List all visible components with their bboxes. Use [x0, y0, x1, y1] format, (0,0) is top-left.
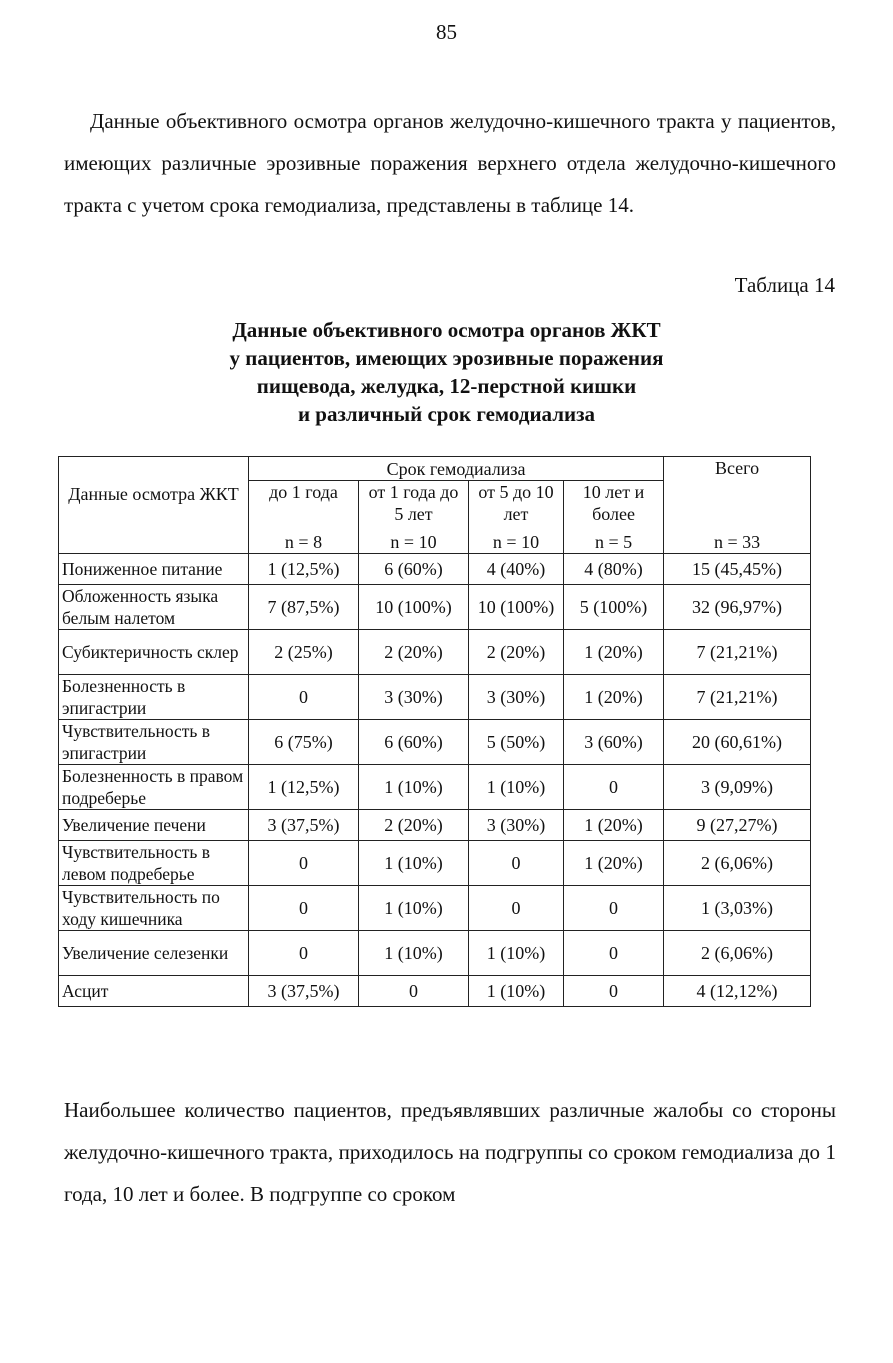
table-cell: 5 (100%): [564, 585, 664, 630]
column-header: [564, 481, 664, 554]
row-label: Чувствительность в левом подреберье: [59, 841, 249, 886]
column-n: n = 10: [492, 532, 540, 552]
table-cell: 3 (30%): [469, 675, 564, 720]
table-cell: 2 (20%): [359, 810, 469, 841]
row-label: Чувствительность в эпигастрии: [59, 720, 249, 765]
column-n: n = 5: [594, 532, 633, 552]
row-label: Обложенность языка белым налетом: [59, 585, 249, 630]
column-label: до 1 года: [269, 482, 338, 502]
row-label: Увеличение печени: [59, 810, 249, 841]
table-cell: 0: [249, 931, 359, 976]
table-row: [59, 585, 811, 630]
table-cell: 2 (20%): [469, 630, 564, 675]
group-header: Срок гемодиализа: [249, 457, 664, 481]
table-cell: 1 (12,5%): [249, 554, 359, 585]
table-cell: 4 (12,12%): [664, 976, 811, 1007]
table-cell: 9 (27,27%): [664, 810, 811, 841]
table-cell: 1 (10%): [469, 765, 564, 810]
table-cell: 0: [469, 886, 564, 931]
table-cell: 1 (10%): [359, 886, 469, 931]
table-row: [59, 765, 811, 810]
table-cell: 1 (20%): [564, 630, 664, 675]
table-body: [59, 554, 811, 1007]
closing-paragraph: Наибольшее количество пациентов, предъявлявших различные жалобы со стороны желудочно-кишечного тракта, приходилось на подгруппы со сроком гемодиализа до 1 года, 10 лет и более. В подгруппе со сроком: [64, 1098, 836, 1206]
table-cell: 20 (60,61%): [664, 720, 811, 765]
table-cell: 1 (3,03%): [664, 886, 811, 931]
row-label: Асцит: [59, 976, 249, 1007]
row-label: Субиктеричность склер: [59, 630, 249, 675]
table-cell: 0: [359, 976, 469, 1007]
table-row: [59, 931, 811, 976]
row-label: Пониженное питание: [59, 554, 249, 585]
table-title: [0, 316, 893, 428]
row-label: Болезненность в эпигастрии: [59, 675, 249, 720]
table-cell: 4 (40%): [469, 554, 564, 585]
table-cell: 2 (6,06%): [664, 841, 811, 886]
table-cell: 7 (21,21%): [664, 675, 811, 720]
table-cell: 2 (20%): [359, 630, 469, 675]
table-row: [59, 675, 811, 720]
table-cell: 3 (30%): [359, 675, 469, 720]
table-cell: 32 (96,97%): [664, 585, 811, 630]
table-cell: 1 (10%): [359, 931, 469, 976]
table-cell: 0: [564, 976, 664, 1007]
column-label: от 5 до 10 лет: [478, 482, 554, 524]
row-label: Болезненность в правом подреберье: [59, 765, 249, 810]
table-cell: 3 (60%): [564, 720, 664, 765]
table-cell: 10 (100%): [469, 585, 564, 630]
column-label: 10 лет и более: [582, 482, 645, 524]
table-cell: 6 (60%): [359, 720, 469, 765]
table-cell: 10 (100%): [359, 585, 469, 630]
table-cell: 3 (37,5%): [249, 976, 359, 1007]
table-cell: 2 (6,06%): [664, 931, 811, 976]
table-cell: 0: [564, 765, 664, 810]
table-cell: 0: [564, 931, 664, 976]
row-label: Чувствительность по ходу кишечника: [59, 886, 249, 931]
table-cell: 5 (50%): [469, 720, 564, 765]
column-n: n = 8: [284, 532, 323, 552]
table-cell: 1 (12,5%): [249, 765, 359, 810]
column-label: от 1 года до 5 лет: [368, 482, 459, 524]
table-cell: 3 (30%): [469, 810, 564, 841]
data-table: [58, 456, 811, 1007]
table-cell: 0: [249, 841, 359, 886]
table-title-line: и различный срок гемодиализа: [297, 402, 596, 426]
table-cell: 7 (87,5%): [249, 585, 359, 630]
page-number: 85: [436, 20, 457, 44]
table-row: [59, 810, 811, 841]
table-title-line: у пациентов, имеющих эрозивные поражения: [229, 346, 664, 370]
table-cell: 7 (21,21%): [664, 630, 811, 675]
column-header: [359, 481, 469, 554]
table-cell: 1 (10%): [469, 931, 564, 976]
table-cell: 0: [249, 886, 359, 931]
row-label: Увеличение селезенки: [59, 931, 249, 976]
table-title-line: пищевода, желудка, 12-перстной кишки: [256, 374, 637, 398]
table-row: [59, 841, 811, 886]
table-row: [59, 976, 811, 1007]
table-cell: 0: [564, 886, 664, 931]
table-cell: 1 (10%): [469, 976, 564, 1007]
table-cell: 1 (20%): [564, 841, 664, 886]
table-cell: 4 (80%): [564, 554, 664, 585]
table-label: Таблица 14: [734, 273, 835, 297]
total-n: n = 33: [713, 532, 761, 552]
table-cell: 0: [249, 675, 359, 720]
column-n: n = 10: [390, 532, 437, 552]
table-cell: 6 (60%): [359, 554, 469, 585]
table-cell: 1 (10%): [359, 841, 469, 886]
table-row: [59, 886, 811, 931]
table-cell: 2 (25%): [249, 630, 359, 675]
total-header: [664, 457, 811, 554]
column-header: [249, 481, 359, 554]
table-row: [59, 720, 811, 765]
table-cell: 1 (10%): [359, 765, 469, 810]
table-cell: 6 (75%): [249, 720, 359, 765]
table-row: [59, 554, 811, 585]
table-row: [59, 630, 811, 675]
table-cell: 1 (20%): [564, 810, 664, 841]
total-header-label: Всего: [714, 458, 760, 478]
table-cell: 3 (9,09%): [664, 765, 811, 810]
table-cell: 0: [469, 841, 564, 886]
table-cell: 1 (20%): [564, 675, 664, 720]
column-header: [469, 481, 564, 554]
intro-paragraph: Данные объективного осмотра органов желудочно-кишечного тракта у пациентов, имеющих различные эрозивные поражения верхнего отдела желудочно-кишечного тракта с учетом срока гемодиализа, представлены в таблице 14.: [64, 109, 836, 217]
table-cell: 3 (37,5%): [249, 810, 359, 841]
table-cell: 15 (45,45%): [664, 554, 811, 585]
table-title-line: Данные объективного осмотра органов ЖКТ: [232, 318, 661, 342]
header-row-label: Данные осмотра ЖКТ: [59, 457, 249, 554]
